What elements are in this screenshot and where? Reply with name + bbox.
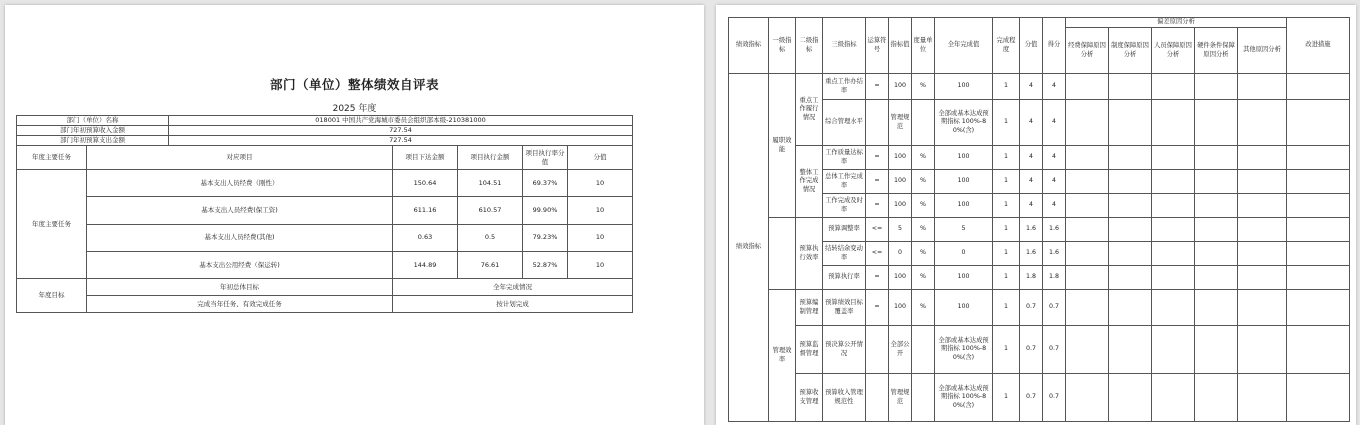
goal-completion-value: 按计划完成 — [393, 296, 633, 313]
operator-cell: = — [866, 146, 889, 170]
empty-cell — [1066, 194, 1109, 218]
score-value-cell: 1.8 — [1020, 266, 1043, 290]
annual-value-cell: 100 — [935, 74, 993, 100]
issued-amount: 150.64 — [393, 170, 458, 197]
empty-cell — [1238, 290, 1287, 326]
completion-cell: 1 — [993, 170, 1020, 194]
unit-cell: % — [912, 266, 935, 290]
level3-cell: 预算绩效目标覆盖率 — [823, 290, 866, 326]
task-header-cell: 年度主要任务 — [17, 146, 87, 170]
unit-cell: % — [912, 218, 935, 242]
target-value-cell: 5 — [889, 218, 912, 242]
completion-cell: 1 — [993, 242, 1020, 266]
level1-cell: 管理效率 — [769, 290, 796, 422]
empty-cell — [1152, 242, 1195, 266]
header-system-analysis: 制度保障原因分析 — [1109, 28, 1152, 74]
empty-cell — [1195, 326, 1238, 374]
annual-value-cell: 5 — [935, 218, 993, 242]
header-score: 得分 — [1043, 18, 1066, 74]
empty-cell — [1238, 218, 1287, 242]
annual-value-cell: 全部或基本达成预期指标 100%-80%(含) — [935, 326, 993, 374]
annual-goal-label: 年度目标 — [17, 279, 87, 313]
empty-cell — [1195, 218, 1238, 242]
score-value: 10 — [568, 170, 633, 197]
operator-cell: = — [866, 266, 889, 290]
header-completion: 完成程度 — [993, 18, 1020, 74]
annual-value-cell: 100 — [935, 146, 993, 170]
score-value-cell: 0.7 — [1020, 374, 1043, 422]
empty-cell — [1066, 326, 1109, 374]
self-evaluation-table — [16, 115, 633, 313]
budget-income-label: 部门年初预算收入金额 — [17, 126, 169, 136]
unit-cell: % — [912, 170, 935, 194]
empty-cell — [1109, 100, 1152, 146]
level3-cell: 重点工作办结率 — [823, 74, 866, 100]
level2-cell: 预算编制管理 — [796, 290, 823, 326]
empty-cell — [1287, 146, 1350, 170]
header-issued-amount: 项目下达金额 — [393, 146, 458, 170]
execution-rate: 79.23% — [523, 224, 568, 251]
level3-cell: 工作完成及时率 — [823, 194, 866, 218]
target-value-cell: 管理规范 — [889, 100, 912, 146]
score-value-cell: 4 — [1020, 146, 1043, 170]
empty-cell — [1238, 146, 1287, 170]
empty-cell — [1109, 218, 1152, 242]
header-deviation-analysis: 偏差原因分析 — [1066, 18, 1287, 28]
empty-cell — [1109, 74, 1152, 100]
empty-cell — [1066, 290, 1109, 326]
empty-cell — [1195, 374, 1238, 422]
executed-amount: 104.51 — [458, 170, 523, 197]
empty-cell — [1238, 326, 1287, 374]
empty-cell — [1152, 100, 1195, 146]
document-title: 部门（单位）整体绩效自评表 — [269, 77, 439, 92]
target-value-cell: 100 — [889, 74, 912, 100]
annual-value-cell: 100 — [935, 194, 993, 218]
score-value-cell: 4 — [1020, 100, 1043, 146]
header-execution-rate: 项目执行率分值 — [523, 146, 568, 170]
header-level1: 一级指标 — [769, 18, 796, 74]
empty-cell — [1152, 326, 1195, 374]
header-improvement: 改进措施 — [1287, 18, 1350, 74]
empty-cell — [1066, 266, 1109, 290]
empty-cell — [1287, 242, 1350, 266]
operator-cell — [866, 100, 889, 146]
empty-cell — [1238, 194, 1287, 218]
target-value-cell: 全部公开 — [889, 326, 912, 374]
empty-cell — [1238, 242, 1287, 266]
empty-cell — [1238, 100, 1287, 146]
goal-initial-value: 完成当年任务、有效完成任务 — [87, 296, 393, 313]
empty-cell — [1195, 194, 1238, 218]
completion-cell: 1 — [993, 266, 1020, 290]
empty-cell — [1066, 242, 1109, 266]
left-document-page — [5, 5, 704, 425]
empty-cell — [1195, 146, 1238, 170]
budget-expense-label: 部门年初预算支出金额 — [17, 136, 169, 146]
issued-amount: 144.89 — [393, 251, 458, 278]
target-value-cell: 100 — [889, 170, 912, 194]
goal-header-completion: 全年完成情况 — [393, 279, 633, 296]
operator-cell: = — [866, 290, 889, 326]
project-name: 基本支出人员经费（刚性） — [87, 170, 393, 197]
header-executed-amount: 项目执行金额 — [458, 146, 523, 170]
execution-rate: 99.90% — [523, 197, 568, 224]
score-value: 10 — [568, 224, 633, 251]
empty-cell — [1066, 218, 1109, 242]
level3-cell: 总体工作完成率 — [823, 170, 866, 194]
executed-amount: 610.57 — [458, 197, 523, 224]
header-level2: 二级指标 — [796, 18, 823, 74]
header-target-value: 指标值 — [889, 18, 912, 74]
level3-cell: 预算执行率 — [823, 266, 866, 290]
header-project: 对应项目 — [87, 146, 393, 170]
unit-cell: % — [912, 290, 935, 326]
target-value-cell: 100 — [889, 290, 912, 326]
project-name: 基本支出人员经费(保工资) — [87, 197, 393, 224]
header-hardware-analysis: 硬件条件保障原因分析 — [1195, 28, 1238, 74]
score-value-cell: 1.6 — [1020, 242, 1043, 266]
header-other-analysis: 其他原因分析 — [1238, 28, 1287, 74]
empty-cell — [1238, 266, 1287, 290]
score-cell: 4 — [1043, 100, 1066, 146]
project-name: 基本支出公用经费（保运转) — [87, 251, 393, 278]
execution-rate: 52.87% — [523, 251, 568, 278]
completion-cell: 1 — [993, 326, 1020, 374]
score-cell: 4 — [1043, 74, 1066, 100]
empty-cell — [1152, 146, 1195, 170]
level2-cell: 预算监督管理 — [796, 326, 823, 374]
annual-value-cell: 0 — [935, 242, 993, 266]
score-cell: 4 — [1043, 170, 1066, 194]
empty-cell — [1109, 374, 1152, 422]
empty-cell — [1195, 266, 1238, 290]
empty-cell — [1066, 374, 1109, 422]
score-value-cell: 4 — [1020, 170, 1043, 194]
score-cell: 1.6 — [1043, 218, 1066, 242]
executed-amount: 76.61 — [458, 251, 523, 278]
empty-cell — [1287, 74, 1350, 100]
empty-cell — [1287, 374, 1350, 422]
empty-cell — [1195, 290, 1238, 326]
completion-cell: 1 — [993, 74, 1020, 100]
empty-cell — [1066, 100, 1109, 146]
empty-cell — [1287, 194, 1350, 218]
empty-cell — [1152, 170, 1195, 194]
goal-header-initial: 年初总体目标 — [87, 279, 393, 296]
completion-cell: 1 — [993, 194, 1020, 218]
executed-amount: 0.5 — [458, 224, 523, 251]
empty-cell — [1152, 374, 1195, 422]
empty-cell — [1109, 170, 1152, 194]
level2-cell: 整体工作完成情况 — [796, 146, 823, 218]
completion-cell: 1 — [993, 100, 1020, 146]
header-score-value: 分值 — [1020, 18, 1043, 74]
level3-cell: 预算调整率 — [823, 218, 866, 242]
issued-amount: 0.63 — [393, 224, 458, 251]
empty-cell — [1195, 74, 1238, 100]
operator-cell: <= — [866, 218, 889, 242]
completion-cell: 1 — [993, 290, 1020, 326]
level2-cell: 重点工作履行情况 — [796, 74, 823, 146]
empty-cell — [1109, 146, 1152, 170]
document-year: 2025 年度 — [332, 104, 377, 114]
header-annual-value: 全年完成值 — [935, 18, 993, 74]
issued-amount: 611.16 — [393, 197, 458, 224]
empty-cell — [1287, 290, 1350, 326]
operator-cell: <= — [866, 242, 889, 266]
unit-name-value: 018001 中国共产党海城市委员会组织部本级-210381000 — [169, 116, 633, 126]
empty-cell — [1287, 218, 1350, 242]
empty-cell — [1109, 194, 1152, 218]
annual-value-cell: 全部或基本达成预期指标 100%-80%(含) — [935, 100, 993, 146]
completion-cell: 1 — [993, 218, 1020, 242]
unit-cell — [912, 374, 935, 422]
empty-cell — [1066, 146, 1109, 170]
header-unit: 度量单位 — [912, 18, 935, 74]
empty-cell — [1238, 170, 1287, 194]
empty-cell — [1109, 290, 1152, 326]
empty-cell — [1287, 170, 1350, 194]
target-value-cell: 管理规范 — [889, 374, 912, 422]
target-value-cell: 100 — [889, 146, 912, 170]
level3-cell: 预算收入管理规范性 — [823, 374, 866, 422]
score-cell: 1.6 — [1043, 242, 1066, 266]
empty-cell — [1195, 100, 1238, 146]
operator-cell — [866, 326, 889, 374]
empty-cell — [1109, 266, 1152, 290]
level0-cell: 绩效指标 — [729, 74, 769, 422]
level1-cell: 履职效能 — [769, 74, 796, 218]
level3-cell: 工作质量达标率 — [823, 146, 866, 170]
score-value-cell: 0.7 — [1020, 290, 1043, 326]
annual-value-cell: 全部或基本达成预期指标 100%-80%(含) — [935, 374, 993, 422]
operator-cell: = — [866, 194, 889, 218]
unit-name-label: 部门（单位）名称 — [17, 116, 169, 126]
level2-cell: 预算执行效率 — [796, 218, 823, 290]
score-value-cell: 4 — [1020, 194, 1043, 218]
score-value-cell: 4 — [1020, 74, 1043, 100]
unit-cell: % — [912, 194, 935, 218]
unit-cell — [912, 100, 935, 146]
target-value-cell: 0 — [889, 242, 912, 266]
target-value-cell: 100 — [889, 194, 912, 218]
unit-cell: % — [912, 146, 935, 170]
execution-rate: 69.37% — [523, 170, 568, 197]
header-operator: 运算符号 — [866, 18, 889, 74]
empty-cell — [1195, 242, 1238, 266]
empty-cell — [1109, 326, 1152, 374]
score-cell: 4 — [1043, 194, 1066, 218]
empty-cell — [1195, 170, 1238, 194]
empty-cell — [1152, 218, 1195, 242]
budget-expense-value: 727.54 — [169, 136, 633, 146]
score-cell: 0.7 — [1043, 374, 1066, 422]
level2-cell: 预算收支管理 — [796, 374, 823, 422]
right-document-page — [716, 5, 1356, 425]
unit-cell — [912, 326, 935, 374]
header-score-value: 分值 — [568, 146, 633, 170]
level3-cell: 预决算公开情况 — [823, 326, 866, 374]
level1-cell — [769, 218, 796, 290]
unit-cell: % — [912, 242, 935, 266]
level3-cell: 综合管理水平 — [823, 100, 866, 146]
annual-value-cell: 100 — [935, 266, 993, 290]
budget-income-value: 727.54 — [169, 126, 633, 136]
score-cell: 4 — [1043, 146, 1066, 170]
header-funding-analysis: 经费保障原因分析 — [1066, 28, 1109, 74]
operator-cell: = — [866, 74, 889, 100]
score-value: 10 — [568, 251, 633, 278]
score-cell: 0.7 — [1043, 290, 1066, 326]
target-value-cell: 100 — [889, 266, 912, 290]
empty-cell — [1287, 266, 1350, 290]
empty-cell — [1238, 374, 1287, 422]
score-cell: 1.8 — [1043, 266, 1066, 290]
empty-cell — [1066, 74, 1109, 100]
score-cell: 0.7 — [1043, 326, 1066, 374]
level3-cell: 结转结余变动率 — [823, 242, 866, 266]
operator-cell — [866, 374, 889, 422]
completion-cell: 1 — [993, 146, 1020, 170]
empty-cell — [1152, 74, 1195, 100]
score-value: 10 — [568, 197, 633, 224]
empty-cell — [1287, 326, 1350, 374]
completion-cell: 1 — [993, 374, 1020, 422]
score-value-cell: 1.6 — [1020, 218, 1043, 242]
header-staff-analysis: 人员保障原因分析 — [1152, 28, 1195, 74]
project-name: 基本支出人员经费(其他) — [87, 224, 393, 251]
empty-cell — [1287, 100, 1350, 146]
empty-cell — [1238, 74, 1287, 100]
unit-cell: % — [912, 74, 935, 100]
annual-value-cell: 100 — [935, 170, 993, 194]
score-value-cell: 0.7 — [1020, 326, 1043, 374]
empty-cell — [1109, 242, 1152, 266]
header-level3: 三级指标 — [823, 18, 866, 74]
empty-cell — [1152, 266, 1195, 290]
annual-task-label: 年度主要任务 — [17, 170, 87, 279]
empty-cell — [1152, 194, 1195, 218]
operator-cell: = — [866, 170, 889, 194]
empty-cell — [1066, 170, 1109, 194]
performance-indicator-table — [728, 17, 1350, 422]
annual-value-cell: 100 — [935, 290, 993, 326]
header-indicator: 绩效指标 — [729, 18, 769, 74]
empty-cell — [1152, 290, 1195, 326]
